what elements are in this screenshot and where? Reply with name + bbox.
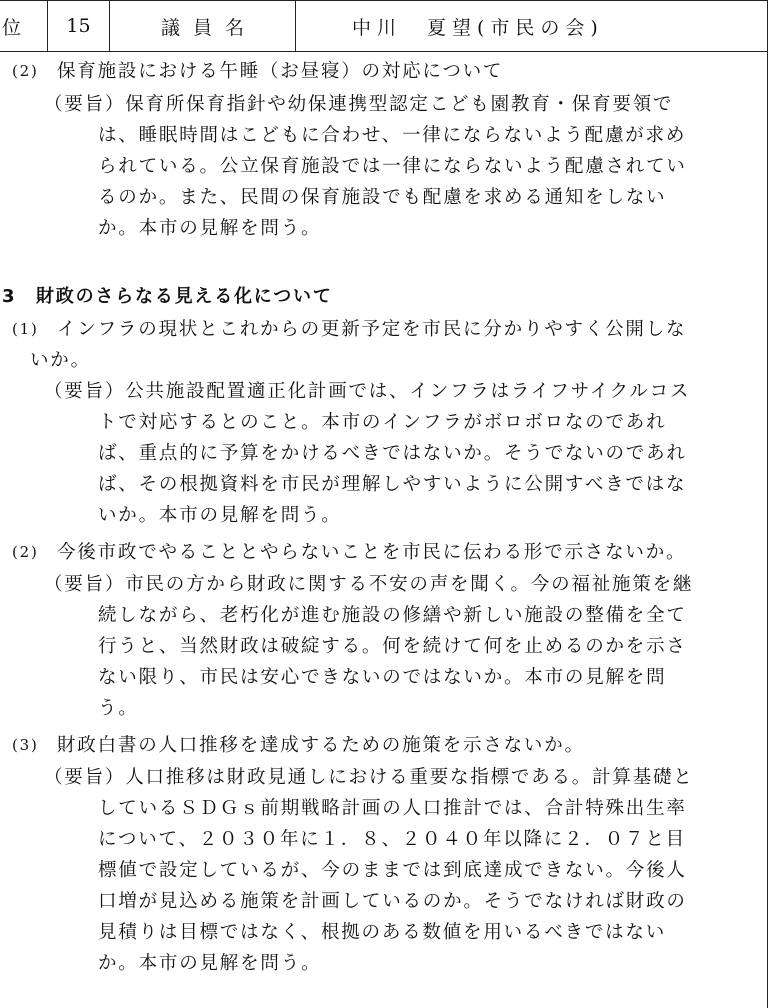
section-number: 3 [2, 286, 17, 307]
gist-line: ない限り、市民は安心できないのではないか。本市の見解を問 [98, 667, 667, 688]
gist-line: 続しながら、老朽化が進む施設の修繕や新しい施設の整備を全て [98, 605, 687, 626]
gist-line: しているＳＤＧｓ前期戦略計画の人口推計では、合計特殊出生率 [98, 798, 687, 819]
gist-line: は、睡眠時間はこどもに合わせ、一律にならないよう配慮が求め [98, 125, 687, 146]
item-marker: (2) [12, 543, 39, 561]
gist-line: （要旨）人口推移は財政見通しにおける重要な指標である。計算基礎と [44, 767, 694, 788]
gist-line: 見積りは目標ではなく、根拠のある数値を用いるべきではない [98, 922, 667, 943]
section-title: 財政のさらなる見える化について [36, 286, 333, 307]
gist-line: 口増が見込める施策を計画しているのか。そうでなければ財政の [98, 891, 687, 912]
question-number: 15 [48, 1, 110, 51]
gist-line: か。本市の見解を問う。 [98, 953, 322, 974]
member-name: 中川 夏望(市民の会) [352, 16, 604, 39]
gist-line: るのか。また、民間の保育施設でも配慮を求める通知をしない [98, 187, 667, 208]
gist-line: られている。公立保育施設では一律にならないよう配慮されてい [98, 156, 687, 177]
item-title: 保育施設における午睡（お昼寝）の対応について [57, 61, 504, 82]
gist-line: トで対応するとのこと。本市のインフラがボロボロなのであれ [98, 412, 667, 433]
gist-line: （要旨）市民の方から財政に関する不安の声を聞く。今の福祉施策を継 [44, 574, 694, 595]
gist-line: いか。本市の見解を問う。 [98, 505, 342, 526]
item-marker: (2) [12, 62, 39, 80]
document-body [0, 52, 768, 1008]
gist-line: か。本市の見解を問う。 [98, 218, 322, 239]
gist-line: う。 [98, 698, 139, 719]
member-label: 議員名 [110, 1, 296, 51]
item-title: いか。 [30, 350, 91, 371]
item-marker: (1) [12, 320, 39, 338]
item-title: 今後市政でやることとやらないことを市民に伝わる形で示さないか。 [57, 542, 687, 563]
item-marker: (3) [12, 736, 39, 754]
gist-line: 標値で設定しているが、今のままでは到底達成できない。今後人 [98, 860, 687, 881]
gist-line: （要旨）保育所保育指針や幼保連携型認定こども園教育・保育要領で [44, 94, 674, 115]
gist-line: ば、重点的に予算をかけるべきではないか。そうでないのであれ [98, 443, 687, 464]
gist-line: ば、その根拠資料を市民が理解しやすいように公開すべきではな [98, 474, 687, 495]
item-title: インフラの現状とこれからの更新予定を市民に分かりやすく公開しな [57, 319, 687, 340]
position-label: 位 [0, 1, 48, 51]
item-title: 財政白書の人口推移を達成するための施策を示さないか。 [57, 735, 585, 756]
gist-line: （要旨）公共施設配置適正化計画では、インフラはライフサイクルコス [44, 381, 691, 402]
gist-line: 行うと、当然財政は破綻する。何を続けて何を止めるのかを示さ [98, 636, 687, 657]
gist-line: について、２０３０年に１．８、２０４０年以降に２．０７と目 [98, 829, 686, 850]
header-table [0, 0, 768, 52]
